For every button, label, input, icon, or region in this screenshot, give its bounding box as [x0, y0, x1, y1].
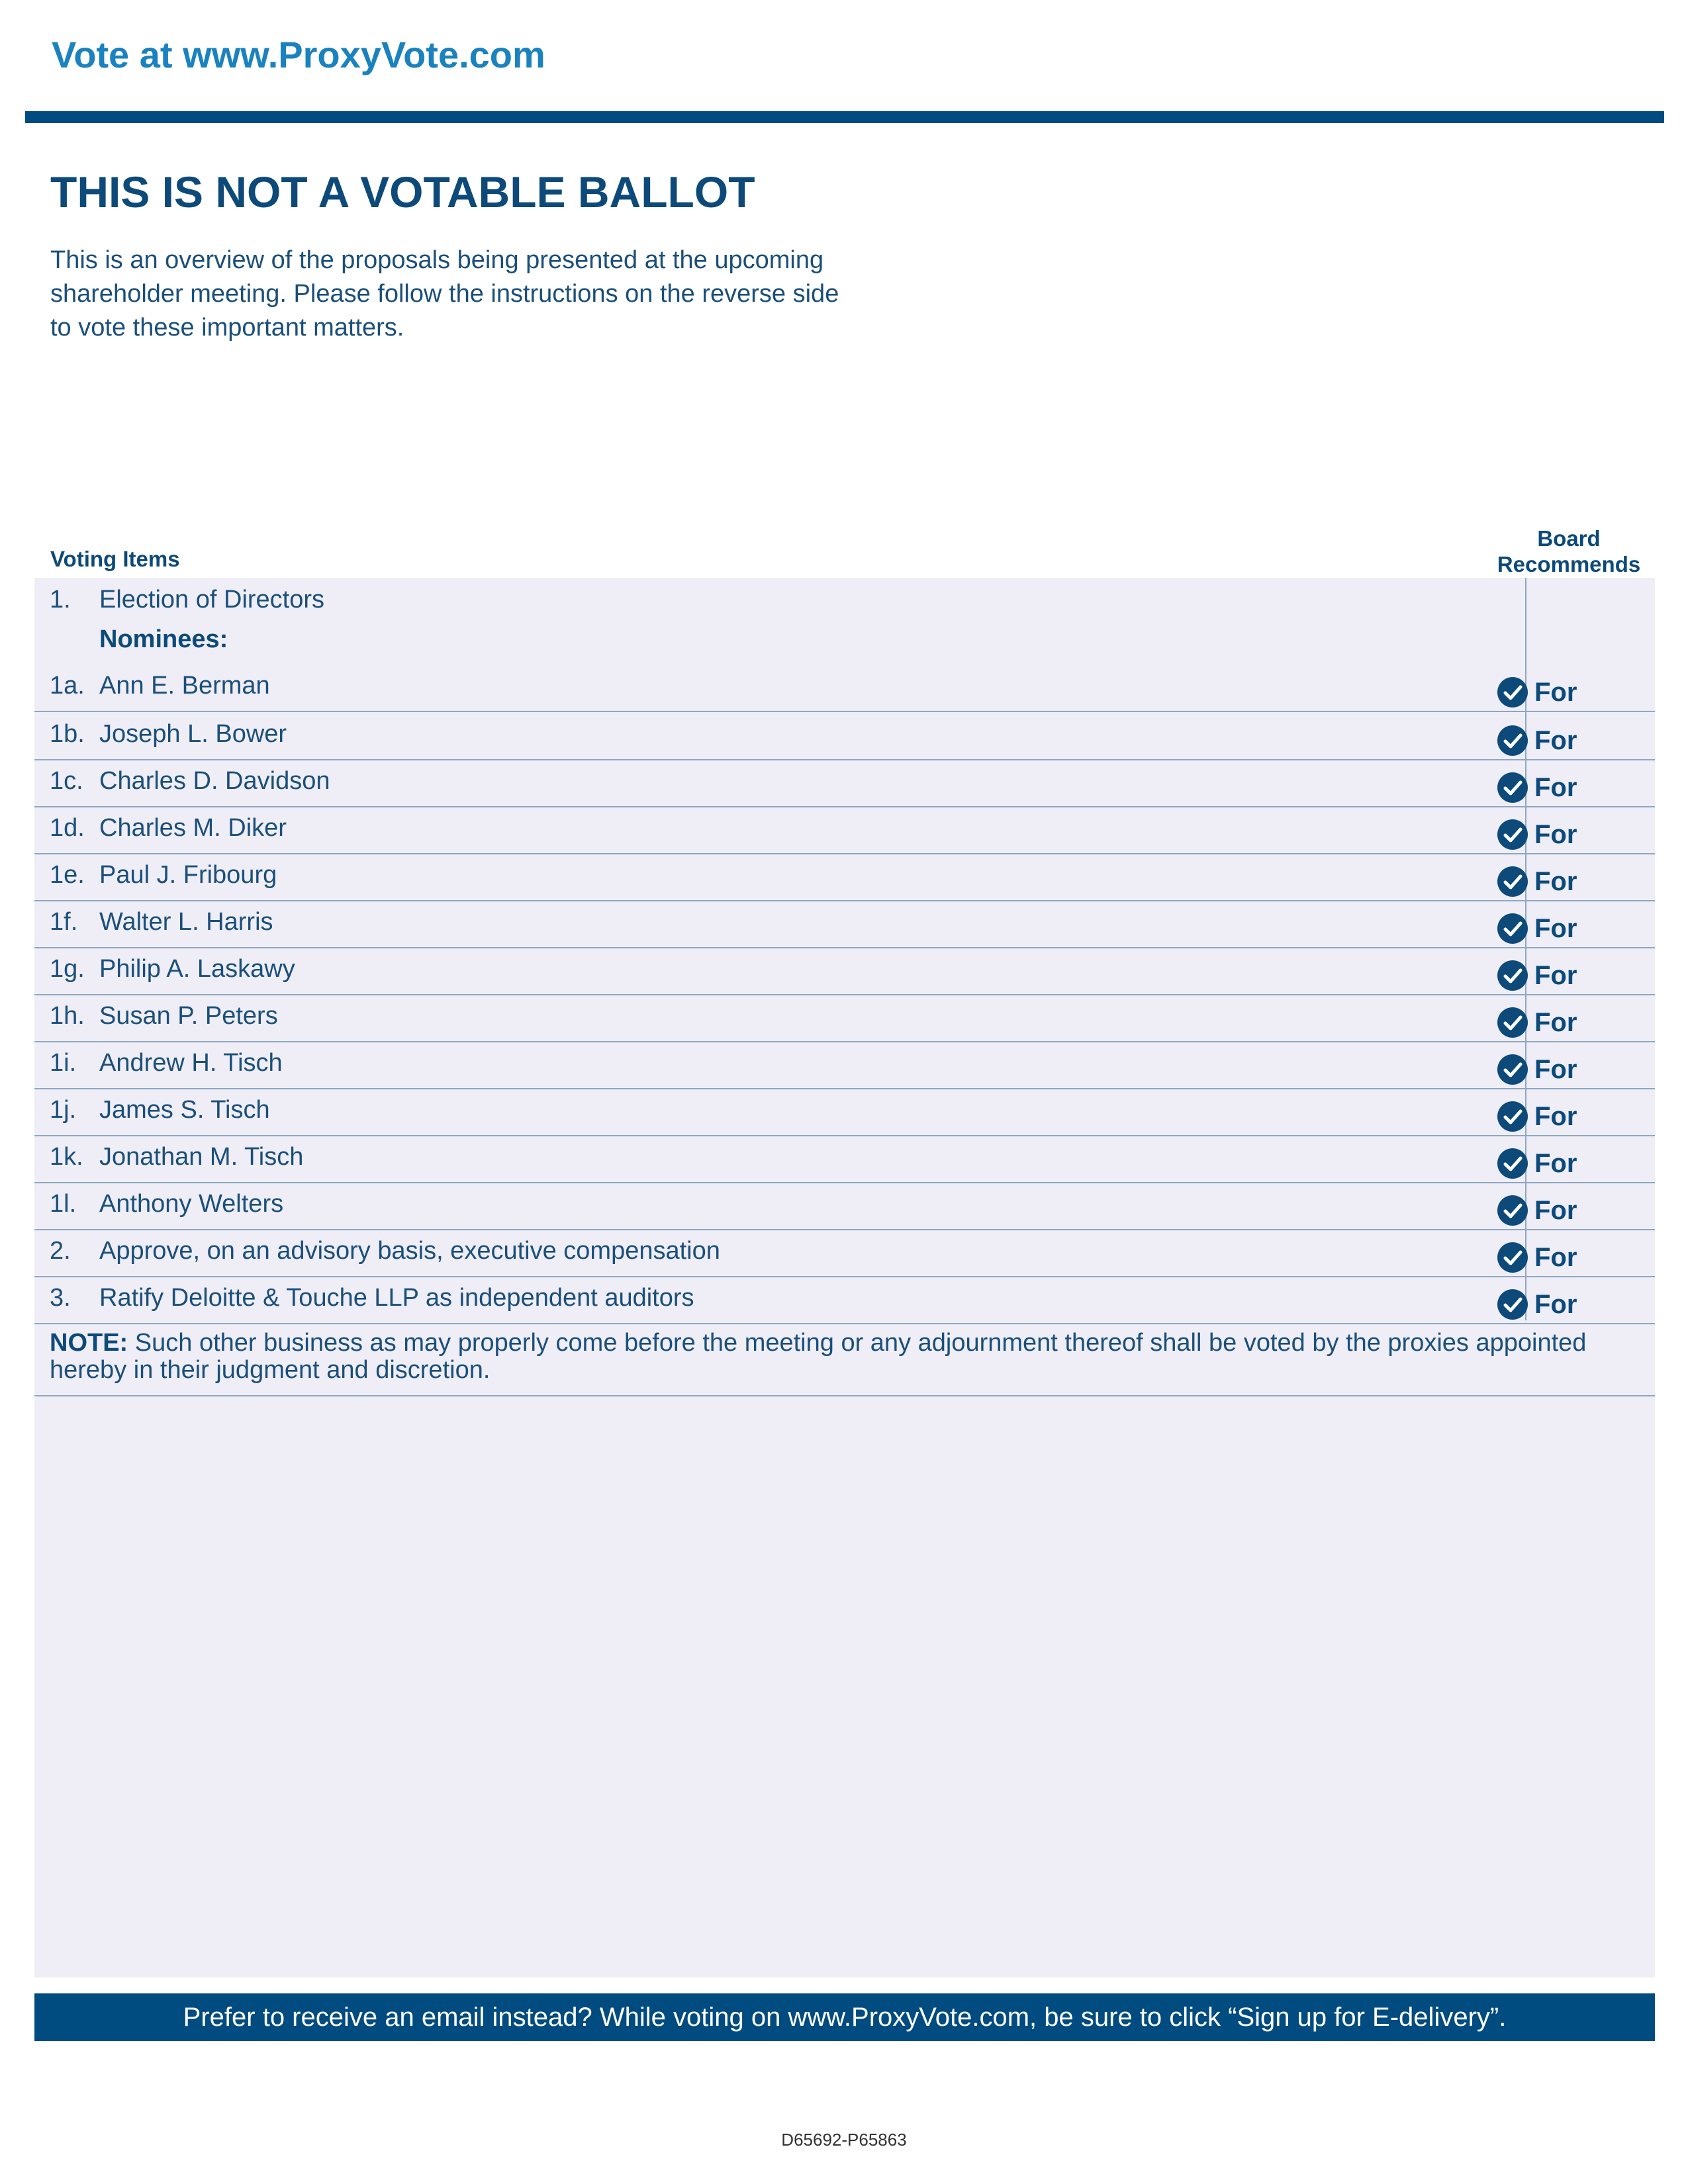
item-number: 1. [50, 586, 71, 614]
item-text: Approve, on an advisory basis, executive compensation [99, 1237, 720, 1265]
recommendation-label: For [1534, 1148, 1577, 1178]
item-number: 1d. [50, 814, 85, 842]
check-circle-icon [1497, 913, 1528, 944]
recommendation-label: For [1534, 677, 1577, 707]
voting-item-row [34, 1276, 1655, 1324]
recommendation-label: For [1534, 1054, 1577, 1084]
recommendation [1497, 866, 1577, 897]
voting-item-row [34, 1182, 1655, 1230]
recommendation [1497, 819, 1577, 850]
item-text: Charles M. Diker [99, 814, 287, 842]
recommendation [1497, 677, 1577, 707]
voting-item-row [34, 806, 1655, 854]
document-code: D65692-P65863 [781, 2130, 907, 2150]
recommendation [1497, 1148, 1577, 1179]
check-circle-icon [1497, 1007, 1528, 1038]
header-rule [25, 111, 1664, 123]
item-text: Ann E. Berman [99, 672, 270, 700]
check-circle-icon [1497, 1289, 1528, 1320]
nominees-label: Nominees: [99, 625, 228, 653]
voting-item-row [34, 578, 1655, 625]
check-circle-icon [1497, 725, 1528, 756]
item-text: Susan P. Peters [99, 1002, 278, 1030]
recommendation-label: For [1534, 1242, 1577, 1272]
item-text: Walter L. Harris [99, 908, 273, 936]
item-number: 1g. [50, 955, 85, 983]
voting-item-row [34, 947, 1655, 995]
item-number: 1f. [50, 908, 78, 936]
recommendation [1497, 1289, 1577, 1320]
item-text: Joseph L. Bower [99, 720, 287, 748]
recommendation-label: For [1534, 960, 1577, 990]
recommendation [1497, 725, 1577, 756]
item-number: 3. [50, 1284, 71, 1312]
item-text: James S. Tisch [99, 1096, 270, 1124]
header-vote-link[interactable]: Vote at www.ProxyVote.com [52, 34, 545, 75]
item-number: 1c. [50, 767, 83, 795]
check-circle-icon [1497, 866, 1528, 897]
e-delivery-banner: Prefer to receive an email instead? While voting on www.ProxyVote.com, be sure to click “Sign up for E-delivery”. [34, 1993, 1655, 2041]
item-text: Jonathan M. Tisch [99, 1143, 304, 1171]
voting-item-row [34, 1135, 1655, 1183]
board-recommends-header: Board Recommends [1497, 526, 1641, 576]
item-number: 1h. [50, 1002, 85, 1030]
note-divider [34, 1395, 1655, 1396]
check-circle-icon [1497, 772, 1528, 803]
check-circle-icon [1497, 677, 1528, 707]
voting-item-row [34, 994, 1655, 1042]
item-text: Ratify Deloitte & Touche LLP as independent auditors [99, 1284, 694, 1312]
recommendation-label: For [1534, 772, 1577, 802]
voting-items-table [34, 578, 1655, 1978]
item-text: Election of Directors [99, 586, 325, 614]
voting-item-row [34, 853, 1655, 901]
note-text: Such other business as may properly come before the meeting or any adjournment thereof shall be voted by the proxies appointed hereby in their judgment and discretion. [50, 1329, 1587, 1384]
recommendation-label: For [1534, 1289, 1577, 1319]
page-title: THIS IS NOT A VOTABLE BALLOT [50, 167, 755, 216]
item-number: 1a. [50, 672, 85, 700]
recommendation-label: For [1534, 819, 1577, 849]
note-label: NOTE: [50, 1329, 128, 1357]
recommendation [1497, 1242, 1577, 1273]
check-circle-icon [1497, 1242, 1528, 1273]
recommendation-label: For [1534, 913, 1577, 943]
recommendation [1497, 1007, 1577, 1038]
voting-item-row [34, 664, 1655, 712]
voting-item-row [34, 712, 1655, 760]
recommendation-label: For [1534, 1007, 1577, 1037]
item-number: 1k. [50, 1143, 83, 1171]
recommendation-label: For [1534, 1101, 1577, 1131]
item-text: Andrew H. Tisch [99, 1049, 283, 1077]
note [50, 1330, 1592, 1384]
item-number: 1e. [50, 861, 85, 889]
check-circle-icon [1497, 819, 1528, 850]
item-text: Charles D. Davidson [99, 767, 330, 795]
recommendation-label: For [1534, 1195, 1577, 1225]
voting-item-row [34, 1229, 1655, 1277]
voting-item-row [34, 1088, 1655, 1136]
recommendation [1497, 772, 1577, 803]
recommendation [1497, 1101, 1577, 1132]
item-text: Paul J. Fribourg [99, 861, 277, 889]
recommendation [1497, 1054, 1577, 1085]
check-circle-icon [1497, 1195, 1528, 1226]
recommendation-label: For [1534, 866, 1577, 896]
item-number: 1i. [50, 1049, 77, 1077]
check-circle-icon [1497, 1054, 1528, 1085]
item-number: 1b. [50, 720, 85, 748]
recommendation [1497, 960, 1577, 991]
voting-items-header: Voting Items [50, 547, 180, 571]
item-text: Philip A. Laskawy [99, 955, 295, 983]
intro-text: This is an overview of the proposals being presented at the upcoming shareholder meeting. Please follow the instructions on the reverse side to vote these important matters. [50, 246, 839, 341]
voting-item-row [34, 900, 1655, 948]
item-number: 1j. [50, 1096, 77, 1124]
recommendation [1497, 913, 1577, 944]
voting-item-row [34, 1041, 1655, 1089]
voting-item-row [34, 759, 1655, 807]
item-text: Anthony Welters [99, 1190, 284, 1218]
recommendation [1497, 1195, 1577, 1226]
check-circle-icon [1497, 1148, 1528, 1179]
check-circle-icon [1497, 960, 1528, 991]
check-circle-icon [1497, 1101, 1528, 1132]
item-number: 1l. [50, 1190, 77, 1218]
item-number: 2. [50, 1237, 71, 1265]
recommendation-label: For [1534, 725, 1577, 755]
